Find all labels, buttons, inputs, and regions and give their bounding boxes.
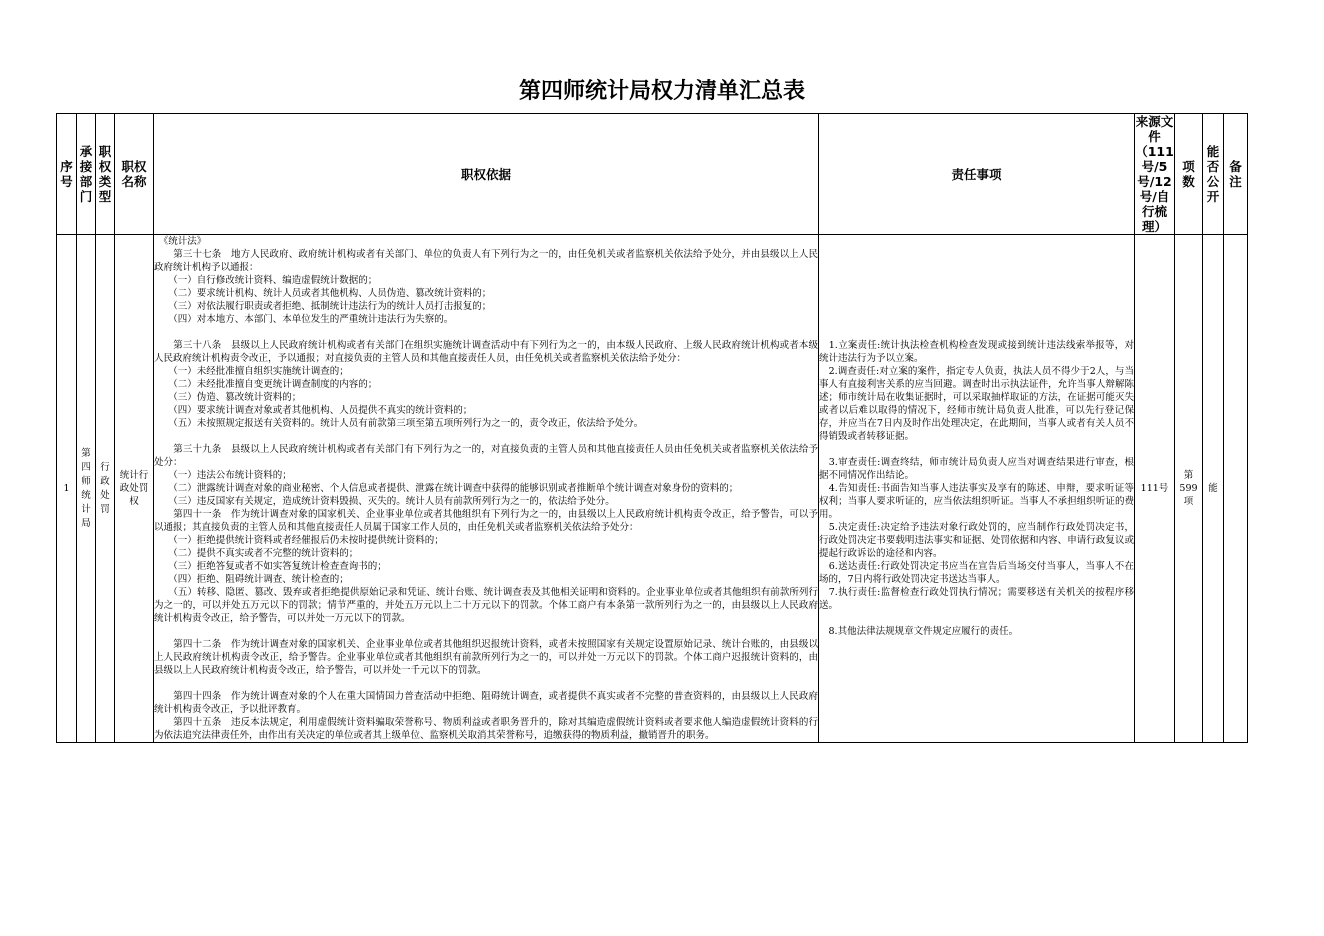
resp-text [819,339,1134,638]
header-name: 职权名称 [115,114,154,235]
header-remark: 备注 [1224,114,1248,235]
cell-remark [1224,235,1248,743]
basis-paragraph: （一）拒绝提供统计资料或者经催报后仍未按时提供统计资料的； [154,535,444,546]
basis-paragraph: （三）违反国家有关规定，造成统计资料毁损、灭失的。统计人员有前款所列行为之一的，依法给予处分。 [154,496,615,507]
basis-paragraph: （五）未按照规定报送有关资料的。统计人员有前款第三项至第五项所列行为之一的，责令改正，依法给予处分。 [154,418,644,429]
header-seq: 序号 [57,114,77,235]
basis-paragraph: 第四十四条 作为统计调查对象的个人在重大国情国力普查活动中拒绝、阻碍统计调查，或者提供不真实或者不完整的普查资料的，由县级以上人民政府统计机构责令改正，予以批评教育。 [154,691,818,715]
resp-paragraph: 3.审查责任:调查终结，师市统计局负责人应当对调查结果进行审查，根据不同情况作出结论。 [819,457,1134,481]
basis-paragraph: 第三十七条 地方人民政府、政府统计机构或者有关部门、单位的负责人有下列行为之一的，由任免机关或者监察机关依法给予处分，并由县级以上人民政府统计机构予以通报： [154,249,818,273]
resp-paragraph: 4.告知责任:书面告知当事人违法事实及享有的陈述、申辩，要求听证等权利；当事人要求听证的，应当依法组织听证。当事人不承担组织听证的费用。 [819,483,1134,520]
header-source: 来源文件（111号/5号/12号/自行梳理） [1135,114,1174,234]
basis-paragraph: （一）违法公布统计资料的； [154,470,292,481]
page-title: 第四师统计局权力清单汇总表 [518,79,805,104]
resp-paragraph [819,612,1134,625]
header-type: 职权类型 [96,114,115,235]
resp-paragraph: 5.决定责任:决定给予违法对象行政处罚的，应当制作行政处罚决定书，行政处罚决定书要载明违法事实和证据、处罚依据和内容、申请行政复议或提起行政诉讼的途径和内容。 [819,522,1134,559]
basis-paragraph [154,430,818,443]
basis-paragraph: 第四十一条 作为统计调查对象的国家机关、企业事业单位或者其他组织有下列行为之一的，由县级以上人民政府统计机构责令改正，给予警告，可以予以通报；其直接负责的主管人员和其他直接责任人员属于国家工作人员的，由任免机关或者监察机关依法给予处分： [154,509,818,533]
basis-paragraph [154,625,818,638]
cell-dept: 第四师统计局 [77,235,96,743]
resp-paragraph: 8.其他法律法规规章文件规定应履行的责任。 [819,626,1019,637]
resp-paragraph: 7.执行责任:监督检查行政处罚执行情况；需要移送有关机关的按程序移送。 [819,587,1134,611]
power-list-table [56,113,1248,743]
header-resp: 责任事项 [819,114,1135,235]
resp-paragraph: 1.立案责任:统计执法检查机构检查发现或接到统计违法线索举报等，对统计违法行为予以立案。 [819,340,1134,364]
basis-paragraph: 第三十八条 县级以上人民政府统计机构或者有关部门在组织实施统计调查活动中有下列行为之一的，由本级人民政府、上级人民政府统计机构或者本级人民政府统计机构责令改正，予以通报；对直接负责的主管人员和其他直接责任人员，由任免机关或者监察机关依法给予处分： [154,340,818,364]
basis-paragraph: （三）对依法履行职责或者拒绝、抵制统计违法行为的统计人员打击报复的； [154,301,492,312]
basis-paragraph: （四）拒绝、阻碍统计调查、统计检查的； [154,574,349,585]
table-row [57,235,1248,743]
header-count: 项数 [1175,114,1203,235]
basis-paragraph: （三）拒绝答复或者不如实答复统计检查查询书的； [154,561,387,572]
cell-count: 第599项 [1175,235,1203,743]
basis-paragraph: 第四十五条 违反本法规定，利用虚假统计资料骗取荣誉称号、物质利益或者职务晋升的，除对其编造虚假统计资料或者要求他人编造虚假统计资料的行为依法追究法律责任外，由作出有关决定的单位或者其上级单位、监察机关取消其荣誉称号，追缴获得的物质利益，撤销晋升的职务。 [154,717,818,741]
header-public: 能否公开 [1203,114,1224,235]
basis-paragraph: （二）要求统计机构、统计人员或者其他机构、人员伪造、篡改统计资料的； [154,288,492,299]
cell-resp [819,235,1135,743]
basis-paragraph: （一）自行修改统计资料、编造虚假统计数据的； [154,275,378,286]
basis-paragraph: （四）要求统计调查对象或者其他机构、人员提供不真实的统计资料的； [154,405,473,416]
basis-text [154,235,818,742]
header-row [57,114,1248,235]
basis-paragraph: （三）伪造、篡改统计资料的； [154,392,302,403]
basis-paragraph: （二）未经批准擅自变更统计调查制度的内容的； [154,379,378,390]
resp-paragraph: 2.调查责任:对立案的案件，指定专人负责，执法人员不得少于2人，与当事人有直接利害关系的应当回避。调查时出示执法证件，允许当事人辩解陈述；师市统计局在收集证据时，可以采取抽样取证的方法，在证据可能灭失或者以后难以取得的情况下，经师市统计局负责人批准，可以先行登记保存，并应当在7日内及时作出处理决定，在此期间，当事人或者有关人员不得销毁或者转移证据。 [819,366,1134,442]
header-basis: 职权依据 [154,114,819,235]
basis-paragraph [154,326,818,339]
resp-paragraph: 6.送达责任:行政处罚决定书应当在宣告后当场交付当事人，当事人不在场的，7日内将行政处罚决定书送达当事人。 [819,561,1134,585]
cell-public: 能 [1203,235,1224,743]
basis-paragraph [154,677,818,690]
basis-paragraph: 《统计法》 [154,236,207,247]
resp-paragraph [819,443,1134,456]
cell-type: 行政处罚 [96,235,115,743]
basis-paragraph: （四）对本地方、本部门、本单位发生的严重统计违法行为失察的。 [154,314,454,325]
cell-source: 111号 [1135,235,1175,743]
cell-basis [154,235,819,743]
basis-paragraph: （一）未经批准擅自组织实施统计调查的； [154,366,349,377]
header-dept: 承接部门 [77,114,96,235]
basis-paragraph: （二）泄露统计调查对象的商业秘密、个人信息或者提供、泄露在统计调查中获得的能够识别或者推断单个统计调查对象身份的资料的； [154,483,739,494]
basis-paragraph: （五）转移、隐匿、篡改、毁弃或者拒绝提供原始记录和凭证、统计台账、统计调查表及其他相关证明和资料的。企业事业单位或者其他组织有前款所列行为之一的，可以并处五万元以下的罚款；情节严重的，并处五万元以上二十万元以下的罚款。个体工商户有本条第一款所列行为之一的，由县级以上人民政府统计机构责令改正，给予警告，可以并处一万元以下的罚款。 [154,587,818,624]
basis-paragraph: （二）提供不真实或者不完整的统计资料的； [154,548,359,559]
basis-paragraph: 第四十二条 作为统计调查对象的国家机关、企业事业单位或者其他组织迟报统计资料，或者未按照国家有关规定设置原始记录、统计台账的，由县级以上人民政府统计机构责令改正，给予警告。企业事业单位或者其他组织有前款所列行为之一的，可以并处一万元以下的罚款。个体工商户迟报统计资料的，由县级以上人民政府统计机构责令改正，给予警告，可以并处一千元以下的罚款。 [154,639,818,676]
basis-paragraph: 第三十九条 县级以上人民政府统计机构或者有关部门有下列行为之一的，对直接负责的主管人员和其他直接责任人员由任免机关或者监察机关依法给予处分： [154,444,818,468]
cell-name: 统计行政处罚权 [115,235,154,743]
cell-seq: 1 [57,235,77,743]
